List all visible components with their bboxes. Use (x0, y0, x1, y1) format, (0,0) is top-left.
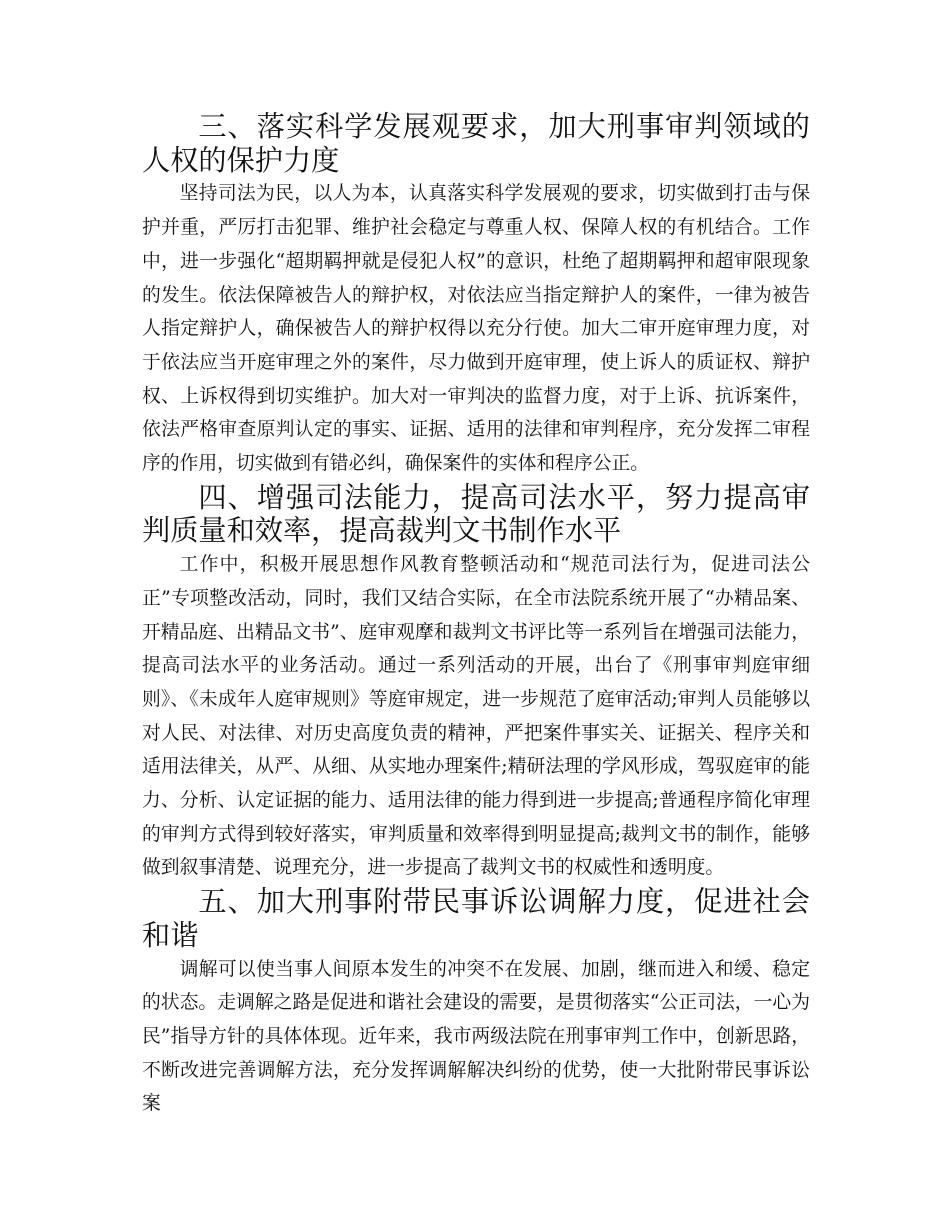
section-4 (142, 481, 810, 885)
section-paragraph: 坚持司法为民，以人为本，认真落实科学发展观的要求，切实做到打击与保护并重，严厉打击犯罪、维护社会稳定与尊重人权、保障人权的有机结合。工作中，进一步强化“超期羁押就是侵犯人权”的意识，杜绝了超期羁押和超审限现象的发生。依法保障被告人的辩护权，对依法应当指定辩护人的案件，一律为被告人指定辩护人，确保被告人的辩护权得以充分行使。加大二审开庭审理力度，对于依法应当开庭审理之外的案件，尽力做到开庭审理，使上诉人的质证权、辩护权、上诉权得到切实维护。加大对一审判决的监督力度，对于上诉、抗诉案件，依法严格审查原判认定的事实、证据、适用的法律和审判程序，充分发挥二审程序的作用，切实做到有错必纠，确保案件的实体和程序公正。 (142, 183, 810, 475)
section-3 (142, 110, 810, 481)
section-paragraph: 工作中，积极开展思想作风教育整顿活动和“规范司法行为，促进司法公正”专项整改活动，同时，我们又结合实际，在全市法院系统开展了“办精品案、开精品庭、出精品文书”、庭审观摩和裁判文书评比等一系列旨在增强司法能力，提高司法水平的业务活动。通过一系列活动的开展，出台了《刑事审判庭审细则》、《未成年人庭审规则》等庭审规定，进一步规范了庭审活动;审判人员能够以对人民、对法律、对历史高度负责的精神，严把案件事实关、证据关、程序关和适用法律关，从严、从细、从实地办理案件;精研法理的学风形成，驾驭庭审的能力、分析、认定证据的能力、适用法律的能力得到进一步提高;普通程序简化审理的审判方式得到较好落实，审判质量和效率得到明显提高;裁判文书的制作，能够做到叙事清楚、说理充分，进一步提高了裁判文书的权威性和透明度。 (142, 554, 810, 879)
section-heading: 五、加大刑事附带民事诉讼调解力度，促进社会和谐 (142, 885, 810, 952)
section-5 (142, 885, 810, 1121)
section-heading: 四、增强司法能力，提高司法水平，努力提高审判质量和效率，提高裁判文书制作水平 (142, 480, 810, 548)
section-paragraph: 调解可以使当事人间原本发生的冲突不在发展、加剧，继而进入和缓、稳定的状态。走调解之路是促进和谐社会建设的需要，是贯彻落实“公正司法，一心为民”指导方针的具体体现。近年来，我市两级法院在刑事审判工作中，创新思路，不断改进完善调解方法，充分发挥调解解决纠纷的优势，使一大批附带民事诉讼案 (142, 958, 810, 1115)
section-heading: 三、落实科学发展观要求，加大刑事审判领域的人权的保护力度 (142, 110, 810, 177)
